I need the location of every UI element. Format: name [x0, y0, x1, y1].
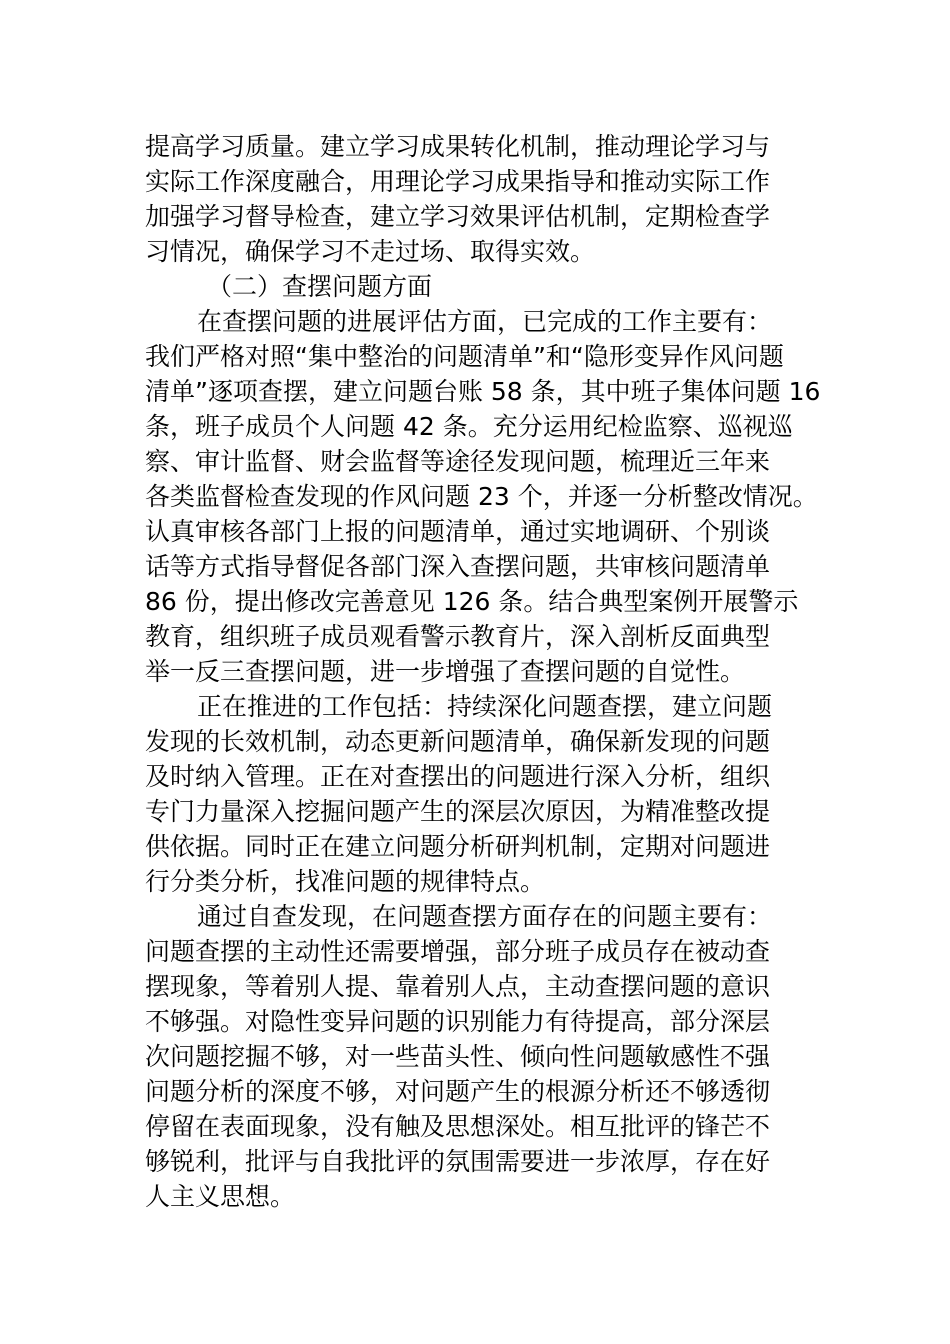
section-heading: （二）查摆问题方面 [207, 272, 433, 301]
text-line: 习情况，确保学习不走过场、取得实效。 [145, 237, 596, 266]
text-line: 认真审核各部门上报的问题清单，通过实地调研、个别谈 [145, 517, 771, 546]
paragraph-first-line: 正在推进的工作包括：持续深化问题查摆，建立问题 [197, 692, 773, 721]
text-line: 察、审计监督、财会监督等途径发现问题，梳理近三年来 [145, 447, 771, 476]
text-line: 行分类分析，找准问题的规律特点。 [145, 867, 546, 896]
text-line: 及时纳入管理。正在对查摆出的问题进行深入分析，组织 [145, 762, 771, 791]
text-line: 教育，组织班子成员观看警示教育片，深入剖析反面典型 [145, 622, 771, 651]
text-line: 专门力量深入挖掘问题产生的深层次原因，为精准整改提 [145, 797, 771, 826]
text-line: 我们严格对照“集中整治的问题清单”和“隐形变异作风问题 [145, 342, 784, 371]
text-line: 各类监督检查发现的作风问题 23 个，并逐一分析整改情况。 [145, 482, 818, 511]
text-line: 供依据。同时正在建立问题分析研判机制，定期对问题进 [145, 832, 771, 861]
text-line: 不够强。对隐性变异问题的识别能力有待提高，部分深层 [145, 1007, 771, 1036]
text-line: 次问题挖掘不够，对一些苗头性、倾向性问题敏感性不强 [145, 1042, 771, 1071]
text-line: 实际工作深度融合，用理论学习成果指导和推动实际工作 [145, 167, 771, 196]
text-line: 举一反三查摆问题，进一步增强了查摆问题的自觉性。 [145, 657, 746, 686]
text-line: 够锐利，批评与自我批评的氛围需要进一步浓厚，存在好 [145, 1147, 771, 1176]
text-line: 条，班子成员个人问题 42 条。充分运用纪检监察、巡视巡 [145, 412, 793, 441]
text-line: 话等方式指导督促各部门深入查摆问题，共审核问题清单 [145, 552, 771, 581]
text-line: 加强学习督导检查，建立学习效果评估机制，定期检查学 [145, 202, 771, 231]
text-line: 86 份，提出修改完善意见 126 条。结合典型案例开展警示 [145, 587, 799, 616]
text-line: 问题分析的深度不够，对问题产生的根源分析还不够透彻 [145, 1077, 771, 1106]
text-line: 停留在表面现象，没有触及思想深处。相互批评的锋芒不 [145, 1112, 771, 1141]
text-line: 提高学习质量。建立学习成果转化机制，推动理论学习与 [145, 132, 771, 161]
text-line: 人主义思想。 [145, 1182, 296, 1211]
paragraph-first-line: 通过自查发现，在问题查摆方面存在的问题主要有： [197, 902, 773, 931]
paragraph-first-line: 在查摆问题的进展评估方面，已完成的工作主要有： [197, 307, 773, 336]
text-line: 发现的长效机制，动态更新问题清单，确保新发现的问题 [145, 727, 771, 756]
text-line: 问题查摆的主动性还需要增强，部分班子成员存在被动查 [145, 937, 771, 966]
text-line: 清单”逐项查摆，建立问题台账 58 条，其中班子集体问题 16 [145, 377, 821, 406]
text-line: 摆现象，等着别人提、靠着别人点，主动查摆问题的意识 [145, 972, 771, 1001]
